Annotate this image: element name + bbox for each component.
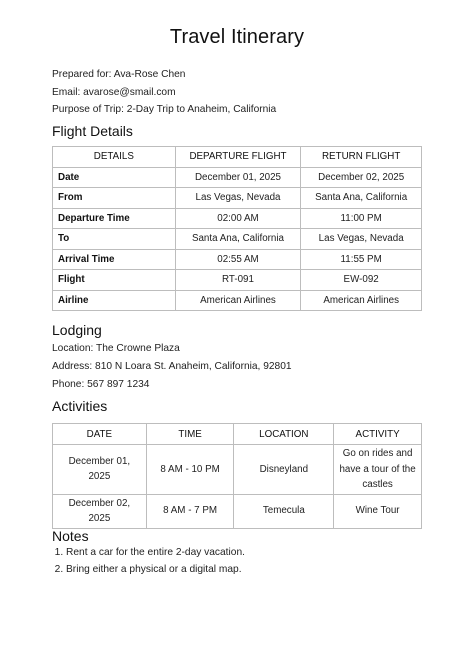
table-header-row [53, 147, 422, 168]
column-header: RETURN FLIGHT [301, 147, 422, 168]
trip-purpose: Purpose of Trip: 2-Day Trip to Anaheim, California [52, 104, 277, 115]
departure-value: December 01, 2025 [175, 167, 301, 188]
row-label: To [53, 229, 176, 250]
row-label: From [53, 188, 176, 209]
table-row [53, 229, 422, 250]
email: Email: avarose@smail.com [52, 86, 176, 98]
return-value: 11:00 PM [301, 208, 422, 229]
table-row [53, 167, 422, 188]
table-row [53, 445, 422, 495]
row-label: Departure Time [53, 208, 176, 229]
prepared-for: Prepared for: Ava-Rose Chen [52, 69, 186, 80]
activities-table [52, 423, 422, 529]
lodging-heading: Lodging [52, 322, 102, 338]
column-header: LOCATION [234, 424, 334, 445]
table-row [53, 208, 422, 229]
table-header-row [53, 424, 422, 445]
departure-value: Santa Ana, California [175, 229, 301, 250]
flight-details-table [52, 146, 422, 311]
flight-details-heading: Flight Details [52, 123, 133, 139]
lodging-phone: Phone: 567 897 1234 [52, 379, 150, 390]
return-value: EW-092 [301, 270, 422, 291]
row-label: Flight [53, 270, 176, 291]
return-value: American Airlines [301, 290, 422, 311]
activity-location: Disneyland [234, 445, 334, 495]
activity-description: Wine Tour [334, 494, 422, 528]
column-header: DATE [53, 424, 147, 445]
return-value: Las Vegas, Nevada [301, 229, 422, 250]
departure-value: 02:55 AM [175, 249, 301, 270]
activity-date: December 01, 2025 [53, 445, 147, 495]
activity-description: Go on rides and have a tour of the castles [334, 445, 422, 495]
table-row [53, 188, 422, 209]
column-header: DETAILS [53, 147, 176, 168]
notes-heading: Notes [52, 528, 89, 544]
departure-value: Las Vegas, Nevada [175, 188, 301, 209]
row-label: Arrival Time [53, 249, 176, 270]
activity-date: December 02, 2025 [53, 494, 147, 528]
departure-value: American Airlines [175, 290, 301, 311]
row-label: Airline [53, 290, 176, 311]
column-header: TIME [146, 424, 234, 445]
row-label: Date [53, 167, 176, 188]
activity-location: Temecula [234, 494, 334, 528]
activities-heading: Activities [52, 398, 108, 414]
table-row [53, 270, 422, 291]
table-row [53, 290, 422, 311]
return-value: Santa Ana, California [301, 188, 422, 209]
lodging-info [52, 340, 292, 394]
table-row [53, 249, 422, 270]
return-value: December 02, 2025 [301, 167, 422, 188]
list-item: 1. Rent a car for the entire 2-day vacation. [66, 545, 245, 562]
return-value: 11:55 PM [301, 249, 422, 270]
activity-time: 8 AM - 7 PM [146, 494, 234, 528]
page-title: Travel Itinerary [169, 26, 305, 48]
departure-value: RT-091 [175, 270, 301, 291]
notes-list [52, 545, 245, 578]
column-header: ACTIVITY [334, 424, 422, 445]
table-row [53, 494, 422, 528]
trip-meta [52, 66, 276, 119]
departure-value: 02:00 AM [175, 208, 301, 229]
list-item: 2. Bring either a physical or a digital map. [66, 562, 245, 579]
lodging-address: Address: 810 N Loara St. Anaheim, California, 92801 [52, 361, 292, 372]
column-header: DEPARTURE FLIGHT [175, 147, 301, 168]
activity-time: 8 AM - 10 PM [146, 445, 234, 495]
lodging-location: Location: The Crowne Plaza [52, 343, 180, 354]
